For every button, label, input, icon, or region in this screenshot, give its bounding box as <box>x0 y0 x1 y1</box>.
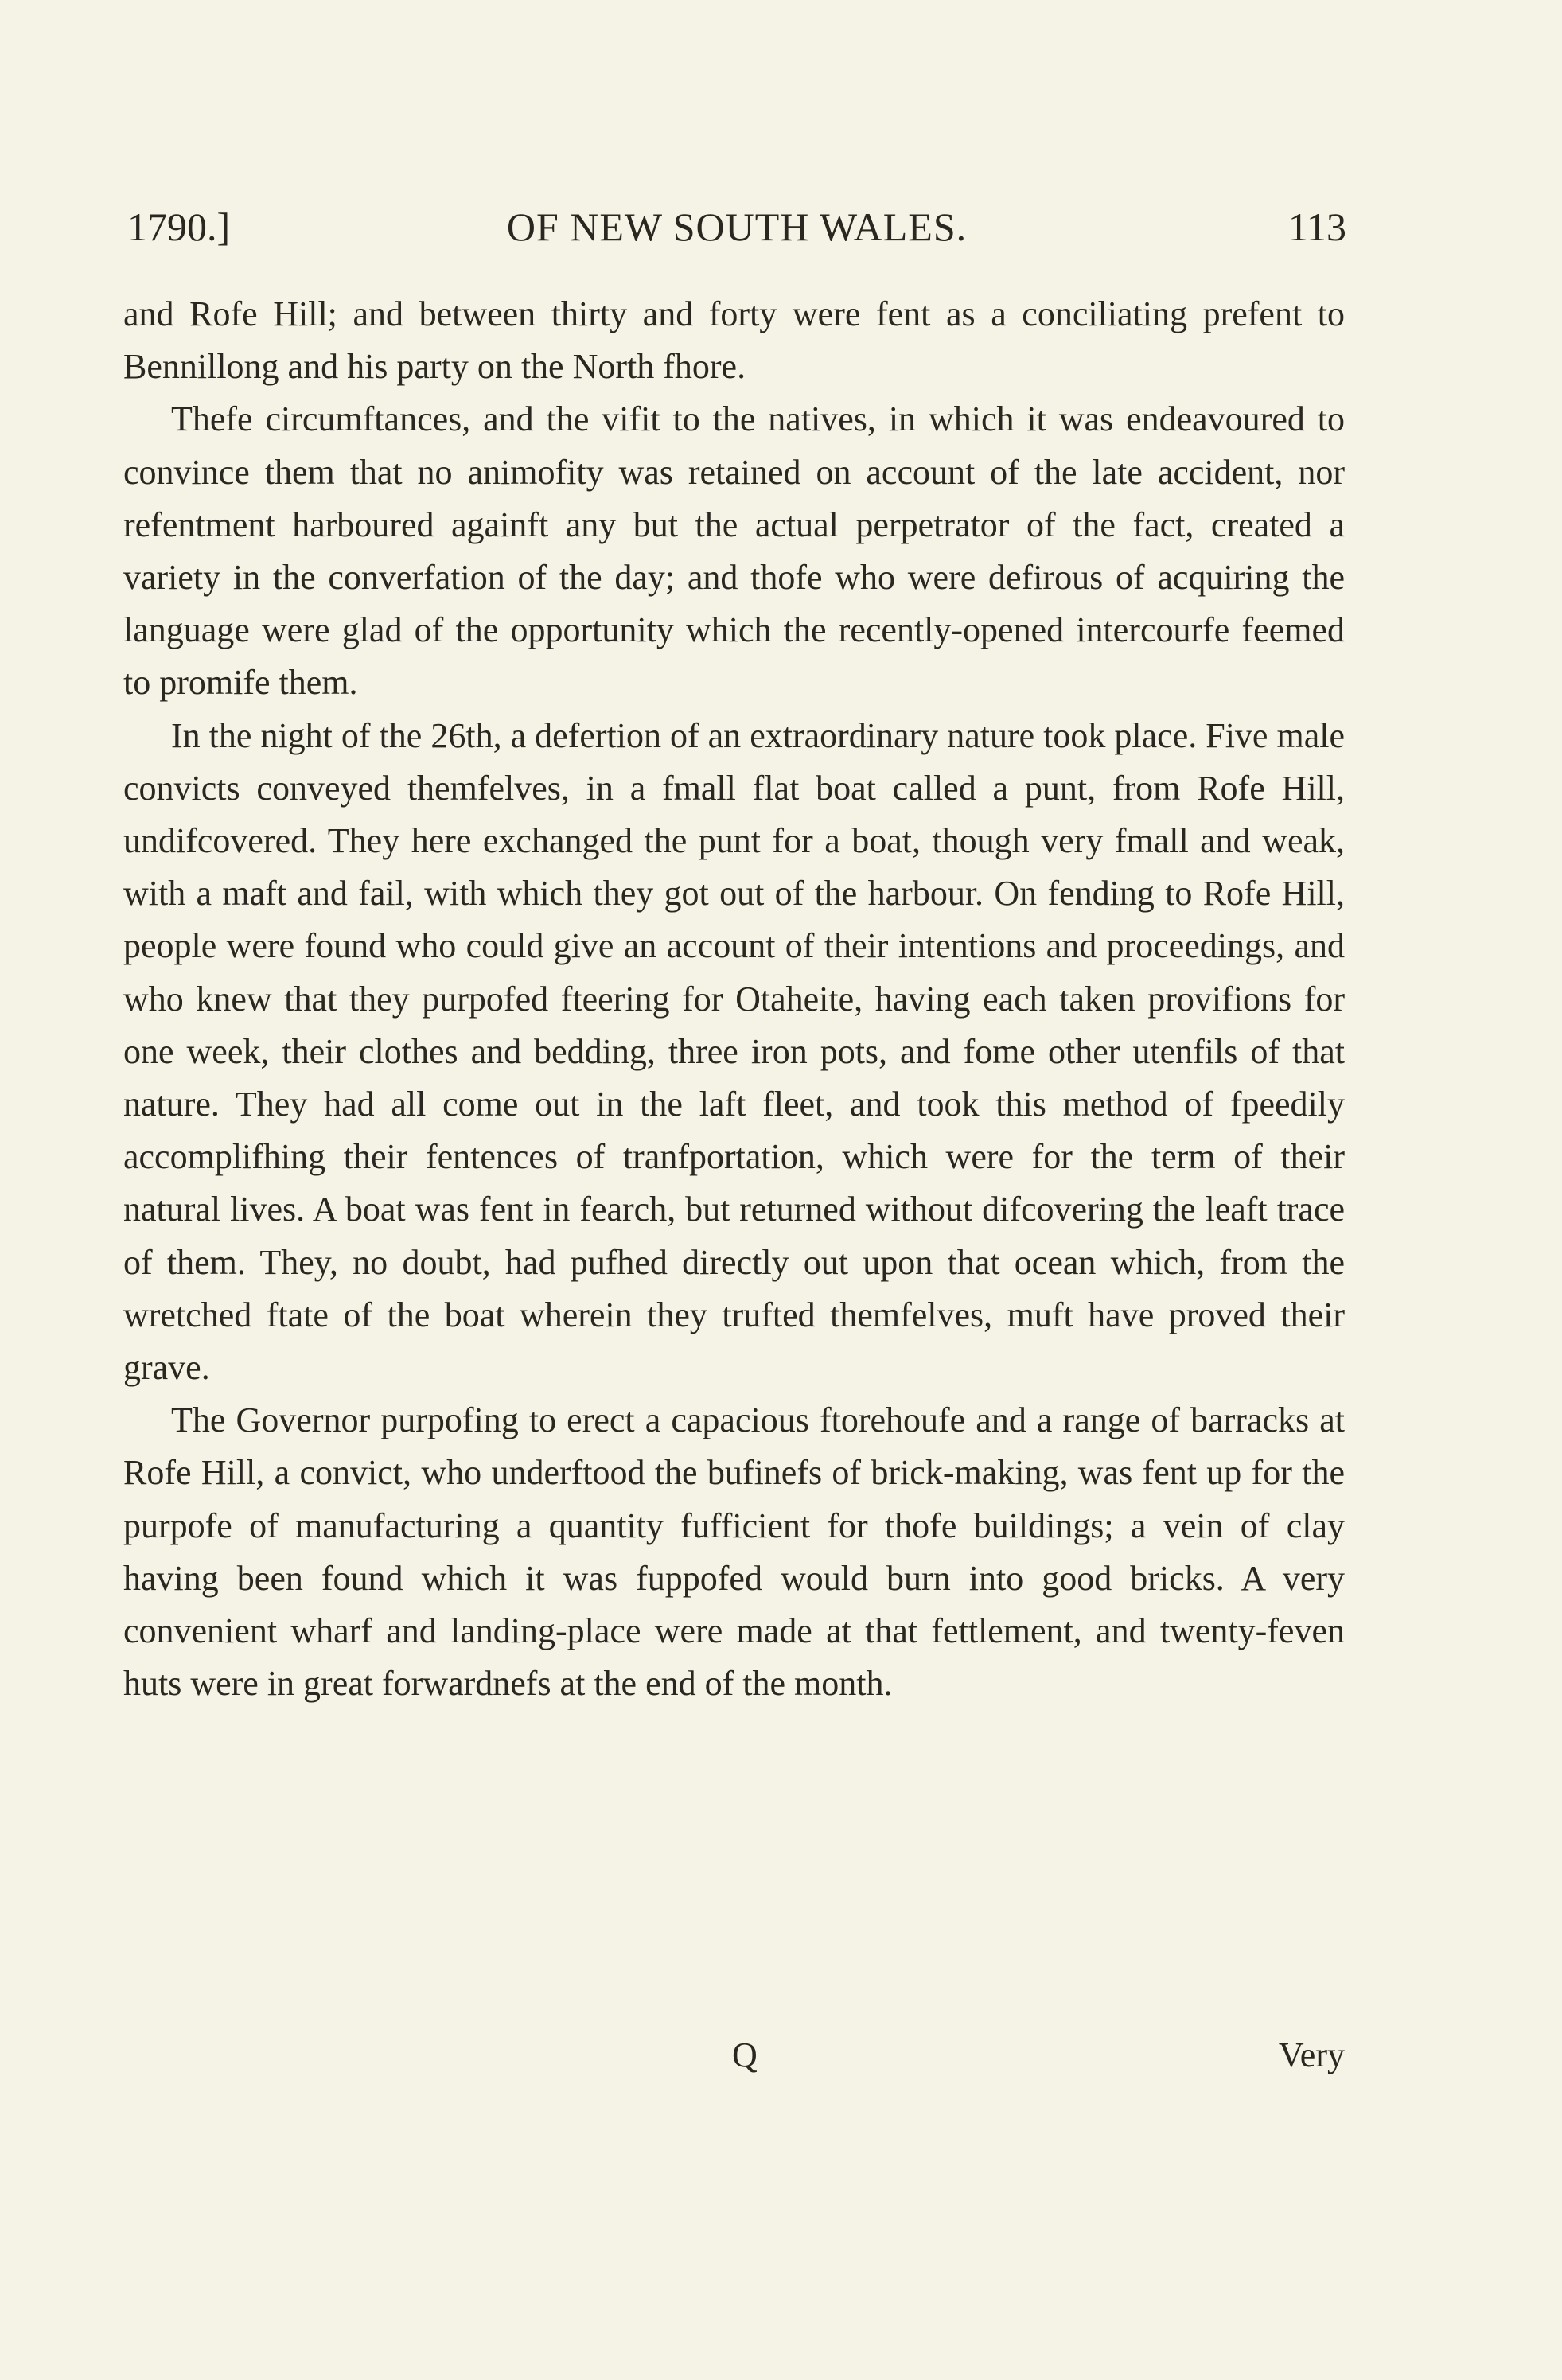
signature-mark: Q <box>732 2035 758 2074</box>
running-title: OF NEW SOUTH WALES. <box>506 205 968 249</box>
header-year: 1790.] <box>127 205 231 249</box>
page-number: 113 <box>1287 205 1346 249</box>
paragraph-natives-visit: Thefe circumftances, and the vifit to the natives, in which it was endeavoured to convince them that no animofity was retained on account of the late accident, nor refentment harboured againft any but the actual perpetrator of the fact, created a variety in the converfation of the day; and thofe who were defirous of acquiring the language were glad of the opportunity which the recently-opened intercourfe feemed to promife them. <box>123 399 1345 703</box>
page-header <box>127 199 1346 255</box>
paragraph-continuation: and Rofe Hill; and between thirty and forty were fent as a conciliating prefent to Bennillong and his party on the North fhore. <box>123 294 1345 387</box>
page-footer <box>123 2027 1345 2083</box>
paragraph-brick-making: The Governor purpofing to erect a capacious ftorehoufe and a range of barracks at Rofe Hill, a convict, who underftood the bufinefs of brick-making, was fent up for the purpofe of manufacturing a quantity fufficient for thofe buildings; a vein of clay having been found which it was fuppofed would burn into good bricks. A very convenient wharf and landing-place were made at that fettlement, and twenty-feven huts were in great forwardnefs at the end of the month. <box>123 1400 1345 1704</box>
paragraph-desertion: In the night of the 26th, a defertion of an extraordinary nature took place. Five male convicts conveyed themfelves, in a fmall flat boat called a punt, from Rofe Hill, undifcovered. They here exchanged the punt for a boat, though very fmall and weak, with a maft and fail, with which they got out of the harbour. On fending to Rofe Hill, people were found who could give an account of their intentions and proceedings, and who knew that they purpofed fteering for Otaheite, having each taken provifions for one week, their clothes and bedding, three iron pots, and fome other utenfils of that nature. They had all come out in the laft fleet, and took this method of fpeedily accomplifhing their fentences of tranfportation, which were for the term of their natural lives. A boat was fent in fearch, but returned without difcovering the leaft trace of them. They, no doubt, had pufhed directly out upon that ocean which, from the wretched ftate of the boat wherein they trufted themfelves, muft have proved their grave. <box>123 715 1345 1388</box>
body-text <box>123 288 1345 1710</box>
catchword: Very <box>1278 2035 1345 2074</box>
